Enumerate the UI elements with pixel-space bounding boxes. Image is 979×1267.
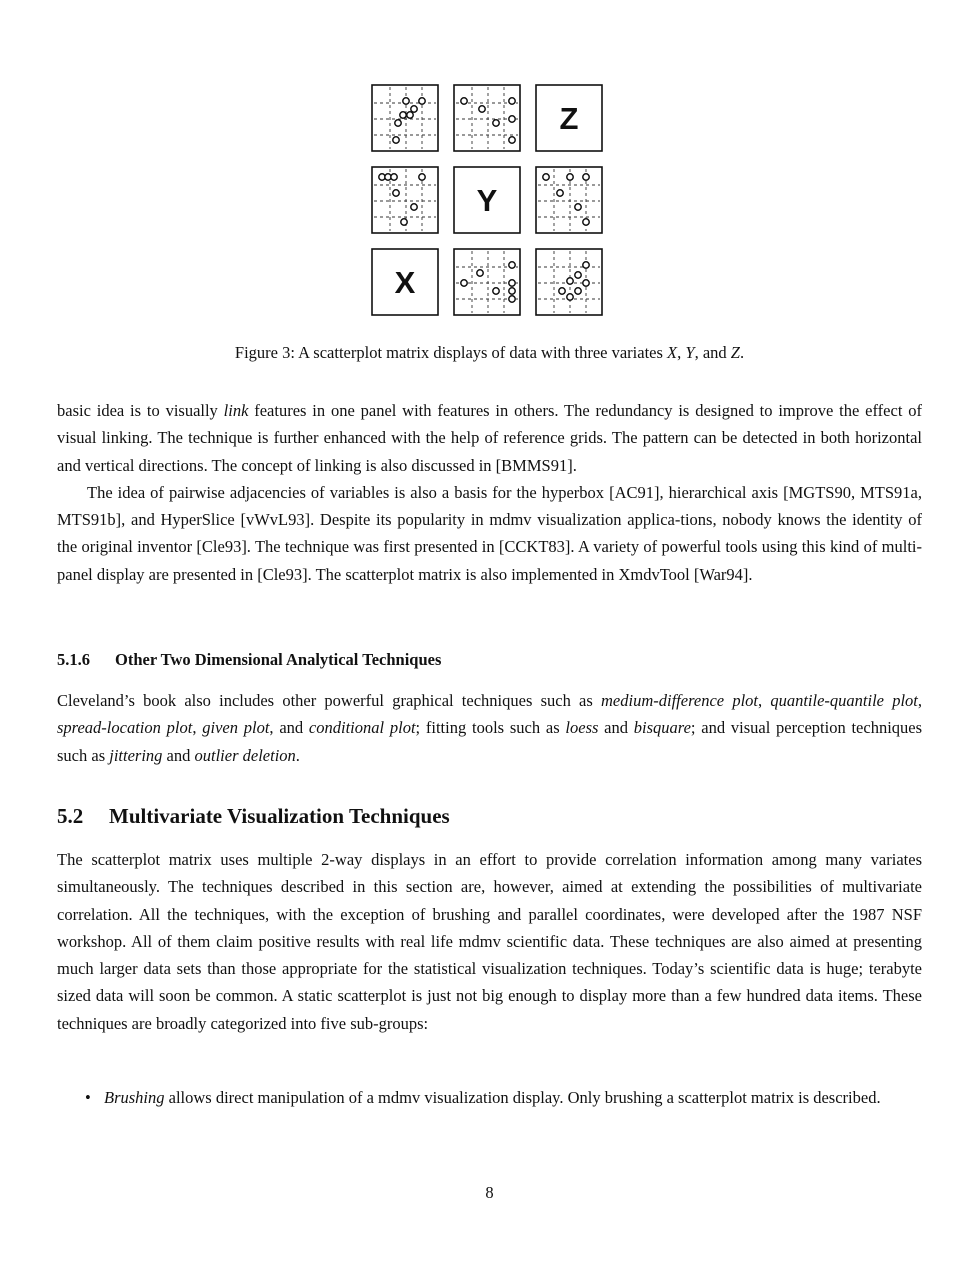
para3-a: Cleveland’s book also includes other powerful graphical techniques such as <box>57 691 602 710</box>
data-point <box>401 219 407 225</box>
data-point <box>419 98 425 104</box>
para3-k: ; fitting tools such as <box>415 718 566 738</box>
data-point <box>477 270 483 276</box>
data-point <box>509 288 515 294</box>
data-point <box>407 112 413 118</box>
data-point <box>509 98 515 104</box>
data-point <box>567 278 573 284</box>
data-point <box>567 294 573 300</box>
section-52-number: 5.2 <box>57 804 84 828</box>
bullet-item-brushing <box>85 1084 922 1111</box>
section-516-number: 5.1.6 <box>57 650 90 669</box>
para3-h: given plot <box>202 718 270 738</box>
bullet-term: Brushing <box>104 1088 165 1107</box>
data-point <box>400 112 406 118</box>
data-point <box>583 262 589 268</box>
para3-b: medium-difference plot <box>601 691 758 710</box>
caption-var-x: X <box>667 343 678 362</box>
data-point <box>509 137 515 143</box>
data-point <box>395 120 401 126</box>
para1-text-a: basic idea is to visually <box>57 401 224 420</box>
data-point <box>557 190 563 196</box>
data-point <box>583 280 589 286</box>
para3-s: . <box>295 745 300 765</box>
data-point <box>479 106 485 112</box>
page-number: 8 <box>485 1183 494 1202</box>
paragraph-linking <box>57 397 922 479</box>
para3-e: , <box>917 691 922 710</box>
section-52-title: Multivariate Visualization Techniques <box>109 804 450 828</box>
data-point <box>461 280 467 286</box>
variate-label-z: Z <box>559 101 579 136</box>
data-point <box>575 204 581 210</box>
data-point <box>509 296 515 302</box>
scatterplot-matrix-figure <box>371 84 621 320</box>
paragraph-other-techniques <box>57 687 922 769</box>
para3-g: , <box>192 718 203 738</box>
caption-var-z: Z <box>730 343 740 362</box>
para3-d: quantile-quantile plot <box>770 691 918 710</box>
data-point <box>391 174 397 180</box>
para3-r: outlier deletion <box>194 745 296 765</box>
para3-n: bisquare <box>633 718 691 738</box>
para3-m: and <box>598 718 634 738</box>
para3-q: and <box>162 745 195 765</box>
data-point <box>575 288 581 294</box>
variate-label-x: X <box>394 265 416 300</box>
data-point <box>461 98 467 104</box>
bullet-text: allows direct manipulation of a mdmv visualization display. Only brushing a scatterplot matrix is described. <box>164 1088 881 1107</box>
para3-o: ; and visual perception techniques such as <box>57 718 923 765</box>
caption-prefix: Figure 3: A scatterplot matrix displays of data with three variates <box>234 343 668 362</box>
caption-var-y: Y <box>685 343 695 362</box>
para3-l: loess <box>565 718 599 738</box>
data-point <box>419 174 425 180</box>
data-point <box>567 174 573 180</box>
paragraph-adjacencies: The idea of pairwise adjacencies of variables is also a basis for the hyperbox [AC91], hierarchical axis [MGTS90, MTS91a, MTS91b], and HyperSlice [vWvL93]. Despite its popularity in mdmv visualization applica-tions, nobody knows the identity of the original inventor [Cle93]. The technique was first presented in [CCKT83]. A variety of powerful tools using this kind of multi-panel display are presented in [Cle93]. The scatterplot matrix is also implemented in XmdvTool [War94]. <box>57 482 922 584</box>
caption-and: , and <box>694 343 731 362</box>
variate-label-y: Y <box>476 183 498 218</box>
data-point <box>393 137 399 143</box>
data-point <box>493 288 499 294</box>
data-point <box>583 174 589 180</box>
para3-f: spread-location plot <box>57 718 193 738</box>
section-heading-516 <box>57 650 441 670</box>
data-point <box>543 174 549 180</box>
section-516-title: Other Two Dimensional Analytical Techniques <box>115 650 442 669</box>
data-point <box>559 288 565 294</box>
data-point <box>509 116 515 122</box>
para4-text: The scatterplot matrix uses multiple 2-way displays in an effort to provide correlation information among many variates simultaneously. The techniques described in this section are, however, aimed at extending the possibilities of multivariate correlation. All the techniques, with the exception of brushing and parallel coordinates, were developed after the 1987 NSF workshop. All of them claim positive results with real life mdmv scientific data. These techniques are also aimed at presenting much larger data sets than those appropriate for the statistical visualization techniques. Today’s scientific data is huge; terabyte sized data will soon be common. A static scatterplot is just not big enough to display more than a few hundred data items. These techniques are broadly categorized into five sub-groups: <box>57 850 922 1033</box>
body-paragraphs <box>57 397 922 588</box>
data-point <box>583 219 589 225</box>
paragraph-multivariate <box>57 846 922 1037</box>
para3-c: , <box>758 691 771 710</box>
data-point <box>493 120 499 126</box>
para1-emph-link: link <box>223 401 249 420</box>
data-point <box>575 272 581 278</box>
data-point <box>411 204 417 210</box>
data-point <box>393 190 399 196</box>
data-point <box>509 280 515 286</box>
data-point <box>411 106 417 112</box>
para3-p: jittering <box>109 745 163 765</box>
caption-end: . <box>739 343 745 362</box>
para1-text-c: features in one panel with features in others. The redundancy is designed to improve the effect of visual linking. The technique is further enhanced with the help of reference grids. The pattern can be detected in both horizontal and vertical directions. The concept of linking is also discussed in [BMMS91]. <box>57 401 922 475</box>
data-point <box>509 262 515 268</box>
bullet-symbol: • <box>85 1088 91 1107</box>
para3-j: conditional plot <box>308 718 416 738</box>
para3-i: , and <box>269 718 309 738</box>
figure-caption: Figure 3: A scatterplot matrix displays of data with three variates X, Y, and Z. <box>234 343 745 362</box>
data-point <box>403 98 409 104</box>
section-heading-52 <box>57 804 450 829</box>
